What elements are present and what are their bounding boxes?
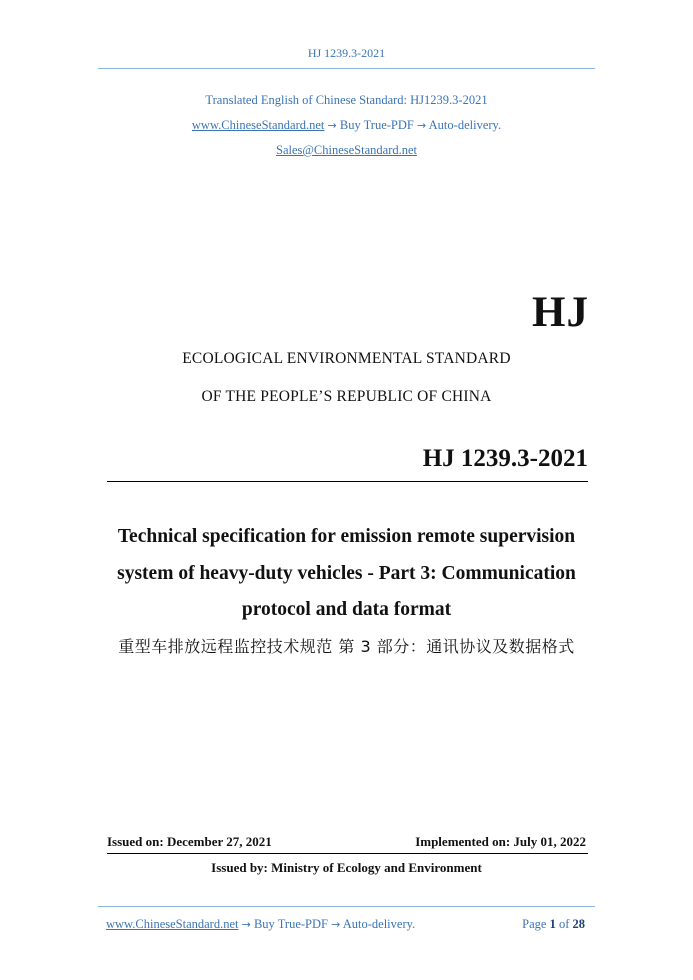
page-of: of bbox=[558, 917, 570, 931]
page-indicator bbox=[522, 917, 585, 932]
document-title-line3: protocol and data format bbox=[241, 599, 452, 620]
dates-divider bbox=[107, 853, 588, 854]
header-divider bbox=[98, 68, 595, 69]
document-title-line2: system of heavy-duty vehicles - Part 3: Communication bbox=[117, 563, 576, 584]
org-name-line2: OF THE PEOPLE’S REPUBLIC OF CHINA bbox=[201, 388, 492, 405]
standard-code: HJ 1239.3-2021 bbox=[422, 445, 588, 472]
footer-buy-text: Buy True-PDF bbox=[253, 917, 328, 931]
implemented-on-date: Implemented on: July 01, 2022 bbox=[415, 834, 586, 849]
arrow-right-icon: → bbox=[331, 918, 341, 931]
email-link[interactable]: Sales@ChineseStandard.net bbox=[276, 143, 417, 157]
auto-delivery-text: Auto-delivery. bbox=[428, 118, 502, 132]
document-title-line1: Technical specification for emission remote supervision bbox=[117, 526, 576, 547]
footer-promo bbox=[106, 917, 415, 932]
arrow-right-icon: → bbox=[417, 119, 427, 132]
running-header bbox=[0, 46, 693, 61]
translated-line bbox=[0, 93, 693, 108]
title-divider bbox=[107, 481, 588, 482]
org-name-line1: ECOLOGICAL ENVIRONMENTAL STANDARD bbox=[182, 350, 511, 367]
page-current: 1 bbox=[549, 917, 556, 931]
issued-on-date: Issued on: December 27, 2021 bbox=[107, 834, 272, 849]
header-doc-code: HJ 1239.3-2021 bbox=[307, 46, 386, 60]
page-total: 28 bbox=[572, 917, 585, 931]
promo-line bbox=[0, 118, 693, 133]
page-label: Page bbox=[522, 917, 547, 931]
footer-delivery-text: Auto-delivery. bbox=[342, 917, 416, 931]
org-mark: HJ bbox=[532, 289, 589, 336]
buy-true-pdf-text: Buy True-PDF bbox=[339, 118, 414, 132]
email-line bbox=[0, 143, 693, 158]
site-link[interactable]: www.ChineseStandard.net bbox=[191, 118, 325, 132]
footer-divider bbox=[98, 906, 595, 907]
chinese-title: 重型车排放远程监控技术规范 第 3 部分：通讯协议及数据格式 bbox=[118, 637, 575, 656]
footer-site-link[interactable]: www.ChineseStandard.net bbox=[106, 917, 239, 931]
issued-by: Issued by: Ministry of Ecology and Environment bbox=[211, 860, 482, 875]
translated-text: Translated English of Chinese Standard: HJ1239.3-2021 bbox=[205, 93, 488, 107]
arrow-right-icon: → bbox=[327, 119, 337, 132]
arrow-right-icon: → bbox=[241, 918, 251, 931]
